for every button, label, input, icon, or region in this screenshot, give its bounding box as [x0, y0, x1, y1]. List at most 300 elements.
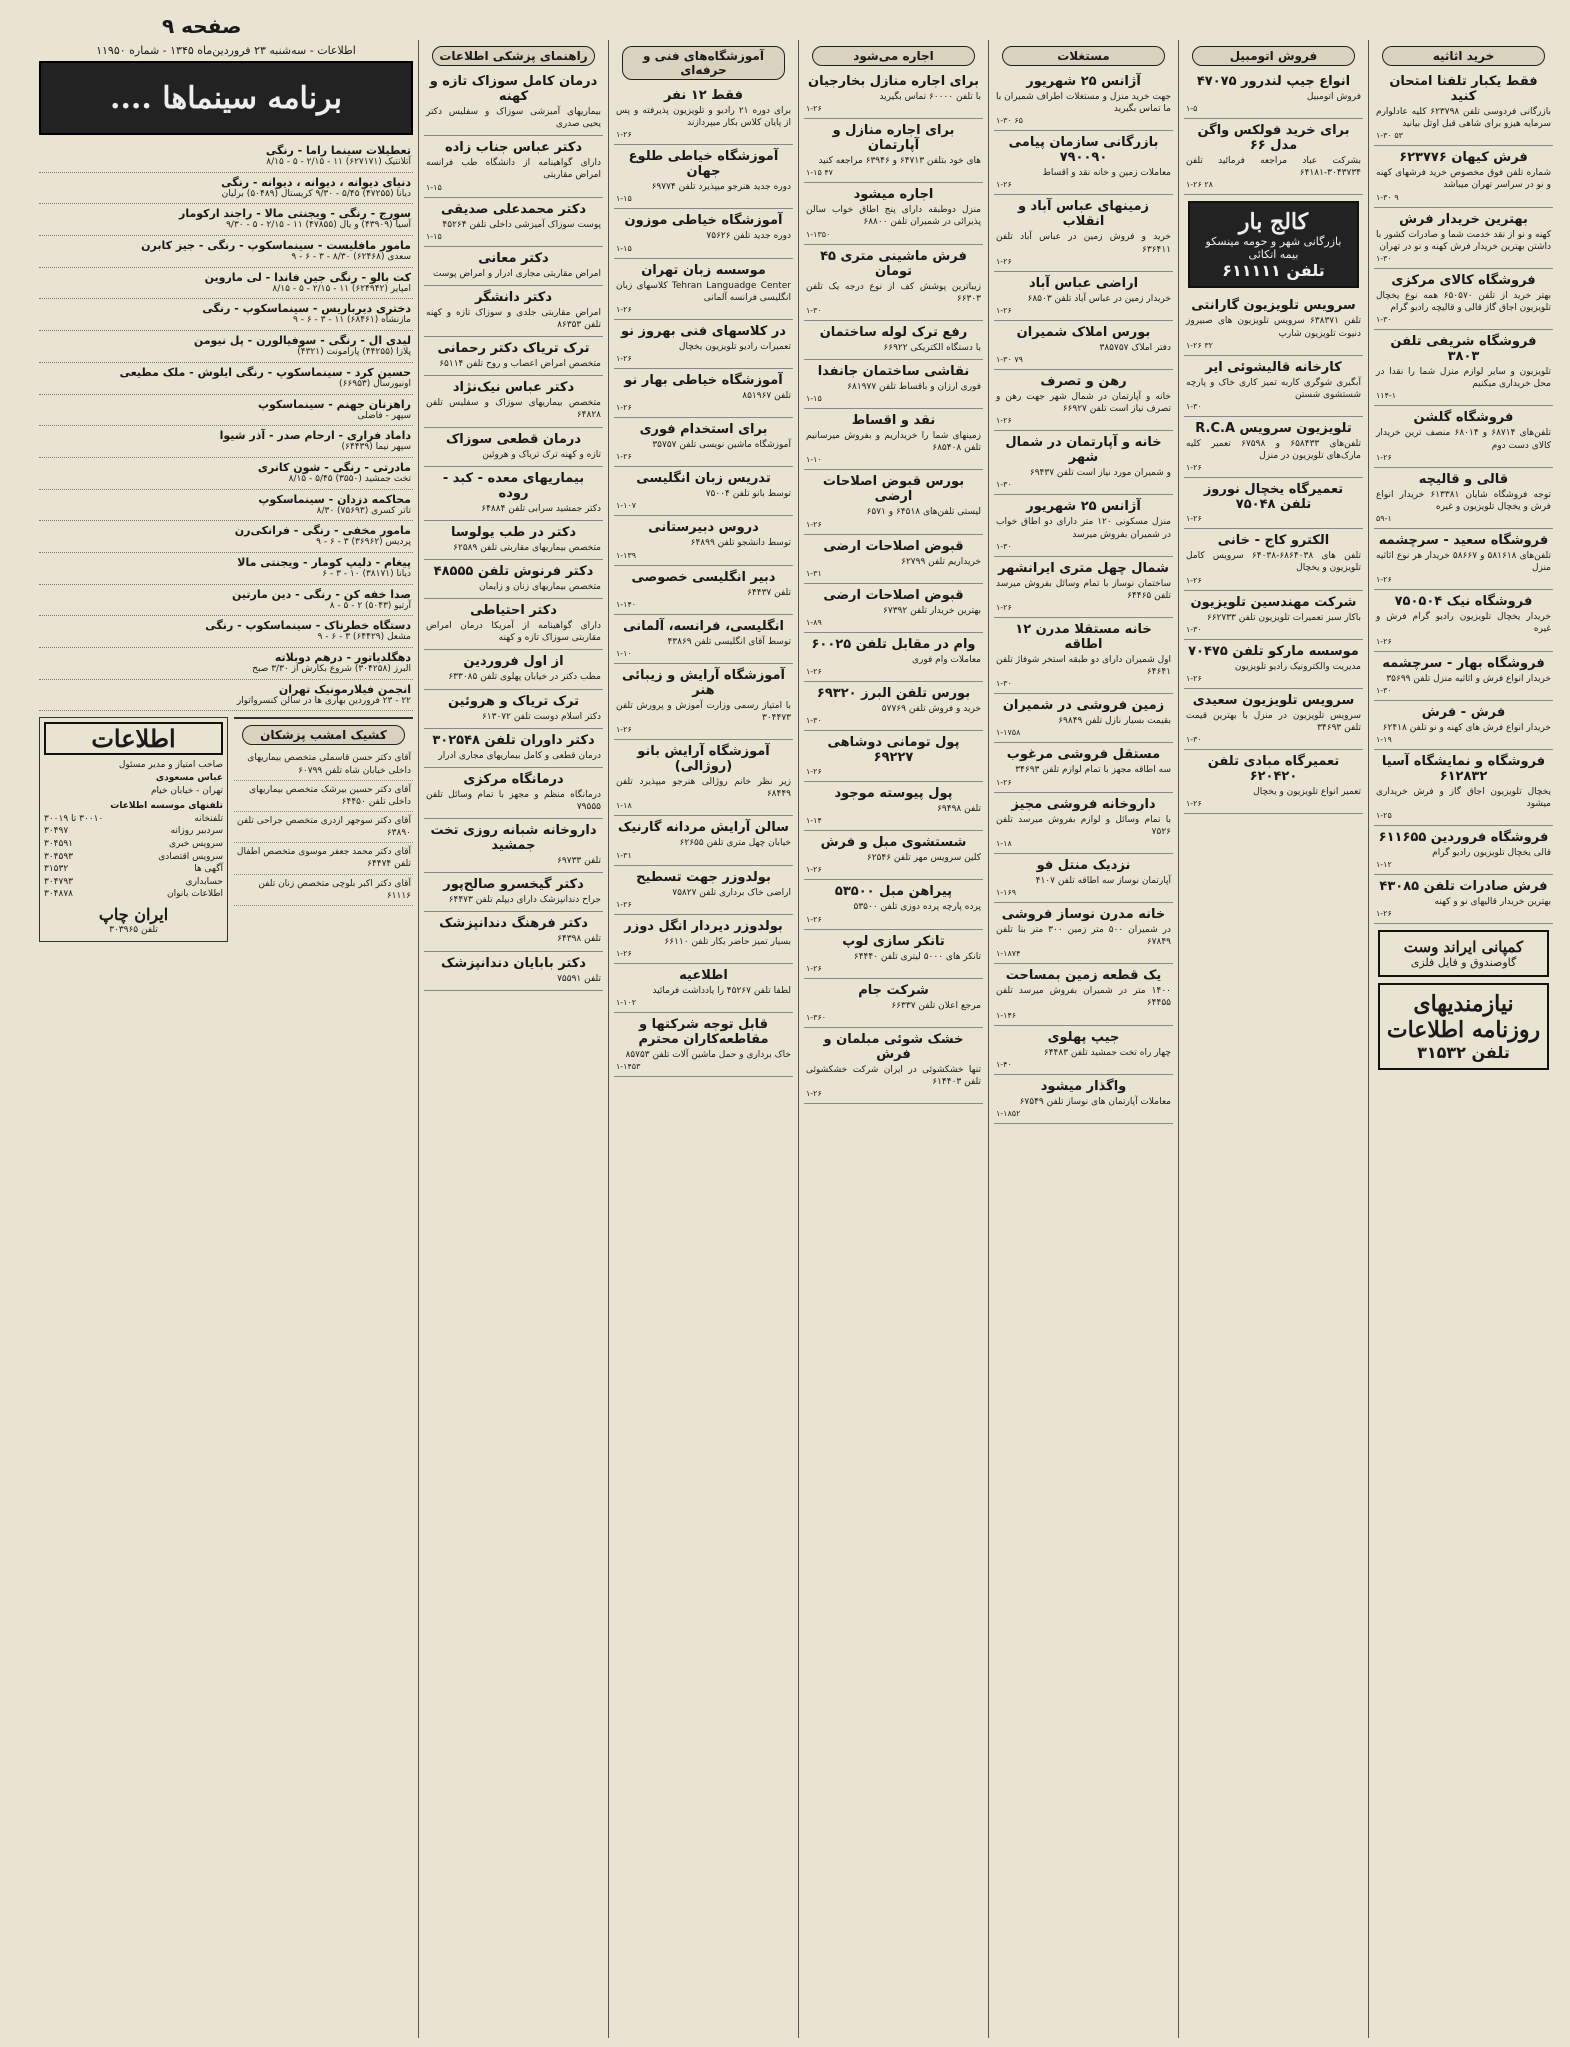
ad-body: زمینهای شما را خریداریم و بفروش میرسانیم تلفن ۶۸۵۴۰۸ [806, 431, 981, 454]
night-doctor-item: آقای دکتر سوجهر ازدری متخصص جراحی تلفن ۶۳۸۹۰ [234, 812, 413, 843]
ad-code: ۱-۱۲ [1376, 860, 1392, 870]
ad-body: کلین سرویس مهر تلفن ۶۲۵۴۶ [866, 853, 981, 864]
ad-title: فروشگاه نیک ۷۵۰۵۰۴ [1394, 594, 1533, 610]
ad-code: ۱-۱۵ [426, 182, 442, 192]
ad-title: بهترین خریدار فرش [1399, 211, 1528, 227]
ad-title: فروشگاه بهار - سرچشمه [1382, 655, 1545, 671]
ad-title: آموزشگاه خیاطی طلوع جهان [628, 149, 779, 180]
classified-ad [804, 470, 983, 534]
cinema-listing [39, 363, 413, 395]
ad-body: منزل دوطبقه دارای پنج اطاق خواب سالن پذیرائی در شمیران تلفن ۶۸۸۰۰ [806, 205, 981, 228]
classified-ad [994, 964, 1173, 1025]
ad-code: ۱-۳۱ [616, 850, 632, 860]
ad-body: تنها خشکشوئی در ایران شرکت خشکشوئی تلفن ۶۱۴۴۰۳ [806, 1064, 981, 1087]
ad-title: برای اجاره منازل و آپارتمان [832, 123, 955, 154]
ad-title: دروس دبیرستانی [648, 520, 759, 536]
ad-body: خریدار انواع فرش های کهنه و نو تلفن ۶۲۴۱۸ [1382, 722, 1551, 733]
ad-body: متخصص بیماریهای مقاربتی تلفن ۶۲۵۸۹ [453, 542, 601, 553]
publisher-phone-row [44, 876, 223, 889]
ad-list [1184, 294, 1363, 814]
ad-title: قابل توجه شرکتها و مقاطعه‌کاران محترم [638, 1016, 769, 1047]
classified-ad [424, 768, 603, 819]
ad-title: تعمیرگاه مبادی تلفن ۶۲۰۴۲۰ [1207, 754, 1340, 785]
cinema-listing [39, 648, 413, 680]
ad-body: فروش اتومبیل [1306, 92, 1361, 102]
classified-ad [614, 664, 793, 740]
ad-body: بهترین خریدار قالیهای نو و کهنه [1434, 897, 1551, 908]
cinema-title: تعطیلات سینما راما - رنگی [265, 144, 411, 157]
classified-ad [1374, 269, 1553, 330]
night-doctor-list [234, 749, 413, 905]
ad-body: برای دوره ۲۱ رادیو و تلویزیون پذیرفته و پس از پایان کلاس بکار میپردازند [616, 106, 791, 129]
ad-body: ساختمان نوساز با تمام وسائل بفروش میرسد تلفن ۶۴۴۶۵ [996, 578, 1171, 601]
ad-list [1374, 70, 1553, 924]
ad-title: شرکت مهندسین تلویزیون [1190, 594, 1357, 610]
ad-title: یک قطعه زمین بمساحت [1005, 968, 1162, 984]
ad-code: ۱-۲۶ [996, 602, 1012, 612]
ad-body: خرید و فروش زمین در عباس آباد تلفن ۶۳۶۴۱۱ [996, 232, 1171, 255]
night-doctors [234, 717, 413, 941]
ad-body: زیر نظر خانم روژالی هنرجو میپذیرد تلفن ۶۸۴۴۹ [616, 777, 791, 800]
publisher-address: تهران - خیابان خیام [150, 785, 223, 796]
phone-number: ۳۰۴۸۷۸ [44, 889, 74, 900]
ad-body: خریدار انواع فرش و اثاثیه منزل تلفن ۳۵۶۹۹ [1386, 673, 1551, 684]
ad-code: ۱-۲۶ [616, 353, 632, 363]
ad-title: در کلاسهای فنی بهروز نو [621, 323, 786, 339]
ad-code: ۱-۲۶ [1376, 575, 1392, 585]
ad-body: سه اطاقه مجهز با تمام لوازم تلفن ۳۴۶۹۳ [1015, 765, 1171, 776]
classified-ad [1374, 652, 1553, 701]
page-number: صفحه ۹ [162, 14, 242, 38]
ad-code: ۱۱۴-۱ [1376, 391, 1397, 401]
classified-ad [614, 320, 793, 369]
classified-ad [994, 370, 1173, 431]
night-doctor-item: آقای دکتر حسین بیرشک متخصص بیماریهای داخلی تلفن ۶۴۴۵۰ [234, 781, 413, 812]
ad-code: ۱-۲۶ [1186, 799, 1202, 809]
ad-code: ۱-۳۱ [806, 568, 822, 578]
ad-body: زیباترین پوشش کف از نوع درجه یک تلفن ۶۶۳۰۳ [806, 281, 981, 304]
column-real-estate [988, 40, 1178, 2038]
cinema-detail: سعدی (۶۲۴۶۸) ۸/۳۰ - ۳ - ۶ - ۹ [291, 252, 411, 263]
ad-body: آپارتمان نوساز سه اطاقه تلفن ۴۱۰۷ [1035, 875, 1171, 886]
ad-code: ۱-۲۶ ۳۲ [1186, 340, 1213, 350]
publisher-phone-row [44, 813, 223, 826]
classified-ad [804, 119, 983, 183]
ad-code: ۱-۲۶ [1186, 575, 1202, 585]
classified-ad [994, 131, 1173, 195]
boxed-ad-sub: بازرگانی شهر و حومه مینسکو بیمه اتکائی [1205, 235, 1342, 262]
ad-body: تانکر های ۵۰۰۰ لیتری تلفن ۶۴۴۴۰ [853, 951, 981, 962]
ad-title: بیماریهای معده - کبد - روده [442, 470, 585, 501]
ad-code: ۱-۲۶ [1186, 514, 1202, 524]
ad-body: تعمیرات رادیو تلویزیون یخچال [678, 341, 791, 352]
ad-body: قالی یخچال تلویزیون رادیو گرام [1432, 848, 1551, 859]
ad-title: سرویس تلویزیون گارانتی [1191, 298, 1356, 314]
classified-ad [424, 136, 603, 197]
classified-ad [804, 880, 983, 929]
cinema-detail: اونیورسال (۶۶۹۵۳) [339, 378, 411, 389]
ad-body: آبگیری شوگری کاربه تمیز کاری خاک و پارچه شستشوی شستن [1186, 377, 1361, 400]
phone-dept: سرویس اقتصادی [158, 851, 223, 862]
ad-body: معاملات آپارتمان های نوساز تلفن ۶۷۵۴۹ [1019, 1096, 1171, 1107]
ad-body: تلویزیون و سایر لوازم منزل شما را نقدا در محل خریداری میکنیم [1376, 367, 1551, 390]
ad-body: توسط دانشجو تلفن ۶۴۸۹۹ [690, 538, 791, 549]
ad-code: ۱-۳۰ [1186, 735, 1202, 745]
ad-code: ۱-۱۸ [616, 801, 632, 811]
ad-title: زمین فروشی در شمیران [1002, 698, 1165, 714]
ad-body: پوست سوزاک آمیزشی داخلی تلفن ۴۵۲۶۴ [442, 219, 601, 230]
column-buy-furniture [1368, 40, 1558, 2038]
classified-ad [1184, 591, 1363, 640]
classified-ad [614, 816, 793, 865]
ad-title: دکتر داوران تلفن ۳۰۲۵۴۸ [432, 732, 595, 748]
ad-title: تلویزیون سرویس R.C.A [1195, 420, 1352, 436]
ad-title: فقط ۱۲ نفر [663, 88, 744, 103]
ad-title: رهن و تصرف [1040, 373, 1127, 389]
classified-ad [1374, 208, 1553, 269]
ad-code: ۱-۲۶ [806, 767, 822, 777]
ad-list [994, 70, 1173, 1124]
ad-body: دارای گواهینامه از آمریکا درمان امراض مقاربتی سوزاک تازه و کهنه [426, 621, 601, 644]
cinema-listing [39, 521, 413, 553]
classified-ad [1184, 119, 1363, 195]
classified-ad [614, 516, 793, 565]
classified-ad [804, 409, 983, 470]
classified-ad [1374, 701, 1553, 750]
cinema-listing [39, 395, 413, 427]
classified-ad [424, 467, 603, 521]
ad-title: تعمیرگاه یخچال نوروز تلفن ۷۵۰۴۸ [1203, 482, 1344, 513]
ad-body: جراح دندانپزشک دارای دیپلم تلفن ۶۴۴۷۳ [448, 895, 601, 906]
ad-code: ۱-۲۶ [996, 777, 1012, 787]
section-header: خرید اثاثیه [1382, 46, 1545, 66]
ad-code: ۱-۱۵ ۴۷ [806, 168, 833, 178]
ad-code: ۱-۳۰ [1376, 685, 1392, 695]
cinema-detail: ۲۲ - ۲۳ فروردین بهاری ها در سالن کنسرواتوار [236, 695, 411, 706]
cinema-detail: پردیس (۳۶۹۶۲) ۳ - ۶ - ۹ [316, 537, 411, 548]
ad-body: با تلفن ۶۰۰۰۰ تماس بگیرید [879, 92, 981, 102]
classified-ad [424, 70, 603, 136]
classified-ad [804, 831, 983, 880]
ad-title: درمان کامل سوزاک تازه و کهنه [429, 74, 598, 104]
classified-ad [994, 431, 1173, 495]
cinema-listing [39, 236, 413, 268]
classified-ad [424, 819, 603, 873]
ad-body: امراض مقاربتی مجاری ادرار و امراض پوست [432, 268, 601, 279]
ad-body: دارای گواهینامه از دانشگاه طب فرانسه امراض مقاربتی [426, 158, 601, 181]
classified-ad [614, 145, 793, 209]
ad-title: بورس تلفن البرز ۶۹۳۲۰ [816, 685, 971, 701]
classified-ad [804, 245, 983, 321]
ad-title: دکتر عباس نیک‌نژاد [452, 380, 575, 396]
classified-ad [804, 183, 983, 244]
ad-title: پول تومانی دوشاهی ۶۹۲۲۷ [827, 735, 960, 766]
cinema-title: صدا خفه کن - رنگی - دین مارتین [232, 587, 411, 601]
ad-title: الکترو کاج - خانی [1217, 533, 1330, 549]
classified-ad [614, 259, 793, 320]
ad-code: ۱-۱۰ [806, 455, 822, 465]
ad-title: فرش - فرش [1421, 704, 1506, 720]
classified-ad [804, 535, 983, 584]
ad-body: شماره تلفن فوق مخصوص خرید فرشهای کهنه و نو در سراسر تهران میباشد [1376, 168, 1551, 191]
classified-ad [614, 615, 793, 664]
classified-ad [1374, 750, 1553, 826]
cinema-listing [39, 204, 413, 236]
classified-ad [994, 903, 1173, 964]
ad-title: آموزشگاه آرایش بانو (روژالی) [637, 744, 770, 775]
cinema-detail: سپهر - فاضلی [357, 410, 411, 421]
classified-ad [614, 369, 793, 418]
ad-code: ۱-۵ [1186, 104, 1198, 114]
ad-body: امراض مقاربتی جلدی و سوزاک تازه و کهنه تلفن ۸۶۳۵۳ [426, 307, 601, 330]
classified-ad [804, 321, 983, 360]
classified-ad [804, 979, 983, 1028]
classified-ad [804, 1028, 983, 1104]
phone-dept: اطلاعات بانوان [167, 889, 223, 900]
ad-code: ۱-۲۶ [806, 519, 822, 529]
classified-ad [994, 1075, 1173, 1124]
ad-body: تلفن‌های ۶۸۷۱۴ و ۶۸۰۱۴ منصف ترین خریدار کالای دست دوم [1376, 428, 1551, 451]
ad-code: ۱-۲۶ [616, 725, 632, 735]
classified-ad [424, 521, 603, 560]
ad-title: موسسه زبان تهران [641, 262, 766, 278]
ad-body: دکتر جمشید سرابی تلفن ۶۴۸۸۴ [481, 503, 601, 514]
classified-ad [614, 866, 793, 915]
classified-ad [424, 599, 603, 650]
ad-code: ۱-۱۶۹ [996, 887, 1017, 897]
ad-body: تلفن‌های ۵۸۱۶۱۸ و ۵۸۶۶۷ خریدار هر نوع اثاثیه منزل [1376, 550, 1551, 574]
classified-ad [614, 1013, 793, 1077]
cinema-title: دنیای دیوانه ، دیوانه ، دیوانه - رنگی [221, 175, 411, 189]
ad-code: ۱-۱۴ [806, 816, 822, 826]
ad-body: کهنه و نو از نقد خدمت شما و صادرات کشور با داشتن بهترین خریدار فرش کهنه و نو در تهران [1376, 229, 1551, 252]
ad-body: تلفن ۷۵۵۹۱ [557, 973, 601, 984]
ad-code: ۱-۳۰ [1186, 624, 1202, 634]
publisher-phone-row [44, 888, 223, 901]
boxed-ad-tel: تلفن ۳۱۵۳۲ [1417, 1043, 1510, 1063]
ad-code: ۱-۳۰ ۷۹ [996, 354, 1023, 364]
cinema-detail: امپایر (۶۲۴۹۴۲) ۱۱ - ۲/۱۵ - ۵ - ۸/۱۵ [272, 283, 411, 294]
cinema-listing [39, 299, 413, 331]
classified-ad [614, 566, 793, 615]
ad-code: ۱-۲۶ [806, 1089, 822, 1099]
cinema-list [39, 141, 413, 711]
ad-title: خشک شوئی مبلمان و فرش [823, 1031, 964, 1062]
cinema-title: مامور مافلیست - سینماسکوپ - رنگی - جیز کابرن [141, 239, 411, 253]
ad-title: خانه و آپارتمان در شمال شهر [1005, 435, 1162, 466]
boxed-ad-title: کالج بار [1238, 209, 1309, 236]
ad-title: آموزشگاه آرایش و زیبائی هنر [622, 667, 785, 698]
cinema-title: راهزنان جهنم - سینماسکوپ [257, 397, 411, 411]
ad-list [804, 70, 983, 1104]
ad-body: منزل مسکونی ۱۲۰ متر دارای دو اطاق خواب در شمیران بفروش میرسد [996, 517, 1171, 540]
cinema-listing [39, 141, 413, 173]
classified-ad [994, 495, 1173, 556]
boxed-ad-title: نیازمندیهای روزنامه اطلاعات [1386, 991, 1541, 1044]
ad-code: ۱-۱۴۵۳ [616, 1062, 641, 1072]
ad-title: وام در مقابل تلفن ۶۰۰۲۵ [811, 636, 976, 652]
boxed-ad-college [1188, 201, 1359, 288]
cinema-title: داماد فراری - ارحام صدر - آذر شیوا [219, 429, 411, 443]
ad-code: ۱-۲۶ [806, 914, 822, 924]
ad-code: ۱-۱۰۲ [616, 997, 637, 1007]
cinema-title: دهگلدیاتور - درهم دوبلاته [274, 651, 411, 664]
ad-code: ۵۹-۱ [1376, 513, 1392, 523]
ad-code: ۱-۱۹ [1376, 734, 1392, 744]
ad-title: قبوض اصلاحات ارضی [823, 587, 964, 603]
phone-dept: سردبیر روزانه [170, 826, 223, 837]
ad-title: دکتر فرهنگ دندانپزشک [439, 916, 588, 932]
ad-title: اراضی عباس آباد [1028, 275, 1139, 291]
ad-title: برای خرید فولکس واگن مدل ۶۶ [1197, 123, 1350, 154]
classified-ad [804, 782, 983, 831]
ad-body: توجه فروشگاه شایان ۶۱۳۳۸۱ خریدار انواع فرش و یخچال تلویزیون و غیره [1376, 489, 1551, 512]
ad-title: شرکت جام [858, 982, 929, 998]
classified-ad [1374, 468, 1553, 529]
cinema-title: پیغام - دلیپ کومار - ویجنتی مالا [237, 555, 411, 569]
ad-code: ۱-۲۶ ۲۸ [1186, 180, 1213, 190]
classified-ad [1184, 356, 1363, 417]
ad-title: تدریس زبان انگلیسی [636, 471, 771, 487]
newspaper-page [12, 10, 1558, 2038]
ad-title: دکتر گیخسرو صالح‌پور [443, 877, 584, 893]
ad-title: ترک تریاک و هروئین [447, 693, 580, 709]
cinema-detail: مشعل (۶۴۴۲۹) ۳ - ۶ - ۹ [317, 632, 411, 643]
ad-title: بولدوزر جهت تسطیح [636, 869, 771, 885]
publisher-logo: اطلاعات [44, 722, 223, 755]
ad-code: ۱-۳۰ [996, 480, 1012, 490]
ad-title: بورس املاک شمیران [1016, 324, 1151, 340]
cinema-banner: برنامه سینماها .... [39, 61, 413, 135]
ad-code: ۱-۳۰ [806, 716, 822, 726]
ad-body: خریدار زمین در عباس آباد تلفن ۶۸۵۰۳ [1027, 293, 1171, 304]
ad-code: ۱-۱۵ [616, 243, 632, 253]
phone-number: ۳۰۴۵۹۱ [44, 838, 74, 849]
ad-body: تعمیر انواع تلویزیون و یخچال [1253, 787, 1361, 798]
ad-title: ترک تریاک دکتر رحمانی [437, 341, 590, 357]
ad-body: تلفن ۶۴۴۳۷ [747, 587, 791, 598]
ad-body: بیماریهای آمیزشی سوزاک و سفلیس دکتر یحیی صدری [426, 107, 601, 130]
classified-ad [1184, 529, 1363, 590]
publisher-phone-row [44, 863, 223, 876]
ad-body: تلفن‌های ۶۵۸۴۳۳ و ۶۷۵۹۸ تعمیر کلیه مارک‌های تلویزیون در منزل [1186, 438, 1361, 462]
ad-code: ۱-۳۰ ۹ [1376, 192, 1399, 202]
ad-body: باکار سبز تعمیرات تلویزیون تلفن ۶۶۲۷۳۳ [1206, 612, 1361, 623]
ad-code: ۱-۱۵ [426, 231, 442, 241]
classified-ad [804, 682, 983, 731]
ad-title: آموزشگاه خیاطی بهار نو [624, 372, 783, 388]
section-header: فروش اتومبیل [1192, 46, 1355, 66]
ad-code: ۱-۲۶ [806, 104, 822, 114]
ad-body: سرویس تلویزیون در منزل با بهترین قیمت تلفن ۳۴۶۹۳ [1186, 710, 1361, 733]
ad-body: توسط آقای انگلیسی تلفن ۴۳۸۶۹ [667, 636, 791, 647]
printer-name: ایران چاپ [98, 904, 169, 924]
ad-title: شستشوی مبل و فرش [820, 835, 967, 851]
cinema-detail: دیانا (۳۸۱۷۱) ۱۰ - ۳ - ۶ [322, 568, 411, 579]
phone-dept: سرویس خبری [169, 838, 223, 849]
ad-body: بسیار تمیز حاضر بکار تلفن ۶۶۱۱۰ [664, 936, 791, 947]
ad-body: چهار راه تخت جمشید تلفن ۶۴۴۸۳ [1043, 1047, 1171, 1058]
ad-body: متخصص بیماریهای سوزاک و سفلیس تلفن ۶۴۸۲۸ [426, 398, 601, 421]
ad-code: ۱-۱۵ [616, 194, 632, 204]
ad-code: ۱-۲۶ [616, 304, 632, 314]
classified-ad [1374, 406, 1553, 467]
ad-body: با دستگاه الکتریکی ۶۶۹۲۲ [883, 342, 981, 353]
classified-ad [1184, 294, 1363, 355]
ad-title: نقاشی ساختمان جانفدا [817, 363, 970, 379]
section-header: اجاره می‌شود [812, 46, 975, 66]
ad-title: رفع ترک لوله ساختمان [819, 324, 968, 340]
owner-label: صاحب امتیاز و مدیر مسئول [118, 760, 223, 771]
cinema-title: سورج - رنگی - ویجنتی مالا - راجند ارکومار [179, 207, 411, 221]
ad-list [424, 70, 603, 991]
cinema-title: مامور مخفی - رنگی - فرانکی‌رن [234, 524, 411, 538]
classified-ad [424, 650, 603, 689]
ad-title: بولدوزر دیردار انگل دوزر [624, 918, 783, 934]
ad-title: آژانس ۲۵ شهریور [1026, 74, 1141, 89]
classified-ad [804, 584, 983, 633]
ad-title: دکتر در طب یولوسا [450, 524, 577, 540]
classified-ad [424, 286, 603, 337]
classified-ad [424, 560, 603, 599]
ad-title: دکتر احتیاطی [470, 603, 557, 619]
ad-title: مستقل فروشی مرغوب [1006, 747, 1161, 763]
ad-code: ۱-۱۰ [616, 648, 632, 658]
classified-ad [804, 360, 983, 409]
ad-body: دوره جدید تلفن ۷۵۶۲۶ [706, 231, 791, 242]
cinema-listing [39, 268, 413, 300]
classified-ad [1374, 875, 1553, 924]
ad-body: تلفن های ۶۸۶۴۰۳۸-۶۴۰۳۸ سرویس کامل تلویزیون و یخچال [1186, 551, 1361, 574]
ad-title: جیپ پهلوی [1047, 1029, 1120, 1045]
ad-code: ۱-۳۰ ۵۳ [1376, 131, 1403, 141]
ad-body: بشرکت عباد مراجعه فرمائید تلفن ۳۰۴۳۷۳۴-۶۴۱۸۱ [1186, 156, 1361, 179]
ad-body: دفتر املاک ۳۸۵۷۵۷ [1099, 342, 1171, 353]
section-header: مستغلات [1002, 46, 1165, 66]
ad-code: ۱-۳۰ [1376, 253, 1392, 263]
ad-title: بورس قبوض اصلاحات ارضی [822, 474, 965, 505]
ad-body: بهتر خرید از تلفن ۶۵۰۵۷۰ همه نوع یخچال تلویزیون اجاق گاز قالی و قالیچه رادیو گرام [1376, 290, 1551, 313]
classified-ad [1184, 478, 1363, 529]
cinema-listing [39, 458, 413, 490]
night-doctor-item: آقای دکتر محمد جعفر موسوی متخصص اطفال تلفن ۶۴۴۷۴ [234, 843, 413, 874]
ad-code: ۱-۱۳۵۰ [806, 229, 831, 239]
classified-ad [424, 952, 603, 991]
ad-title: پیراهن مبل ۵۳۵۰۰ [834, 884, 953, 900]
ad-body: با تمام وسائل و لوازم بفروش میرسد تلفن ۷۵۲۶ [996, 814, 1171, 837]
column-rentals [798, 40, 988, 2038]
ad-title: فروشگاه فروردین ۶۱۱۶۵۵ [1378, 830, 1549, 846]
ad-body: لیستی تلفن‌های ۶۴۵۱۸ و ۶۵۷۱ [866, 507, 981, 518]
ad-code: ۱-۱۸ [996, 838, 1012, 848]
ad-body: تلفن ۶۹۷۳۳ [557, 856, 601, 867]
ad-body: پرده پارچه پرده دوزی تلفن ۵۳۵۰۰ [853, 902, 981, 913]
ad-title: قبوض اصلاحات ارضی [823, 538, 964, 554]
ad-code: ۱-۲۶ [996, 180, 1012, 190]
classified-ad [994, 272, 1173, 321]
phone-number: ۳۱۵۳۲ [44, 864, 69, 875]
classified-ad [614, 740, 793, 816]
ad-title: بازرگانی سازمان پیامی ۷۹۰۰۹۰ [1008, 135, 1159, 166]
ad-code: ۱-۲۵ [1376, 811, 1392, 821]
ad-body: خاک برداری و حمل ماشین آلات تلفن ۸۵۷۵۳ [625, 1049, 791, 1060]
ad-body: و شمیران مورد نیاز است تلفن ۶۹۴۳۷ [1029, 468, 1171, 479]
classified-ad [994, 557, 1173, 618]
publisher-phone-row [44, 825, 223, 838]
ad-body: خرید و فروش تلفن ۵۷۷۶۹ [881, 703, 981, 714]
ad-code: ۱-۲۶ [806, 865, 822, 875]
ad-title: واگذار میشود [1040, 1078, 1127, 1094]
